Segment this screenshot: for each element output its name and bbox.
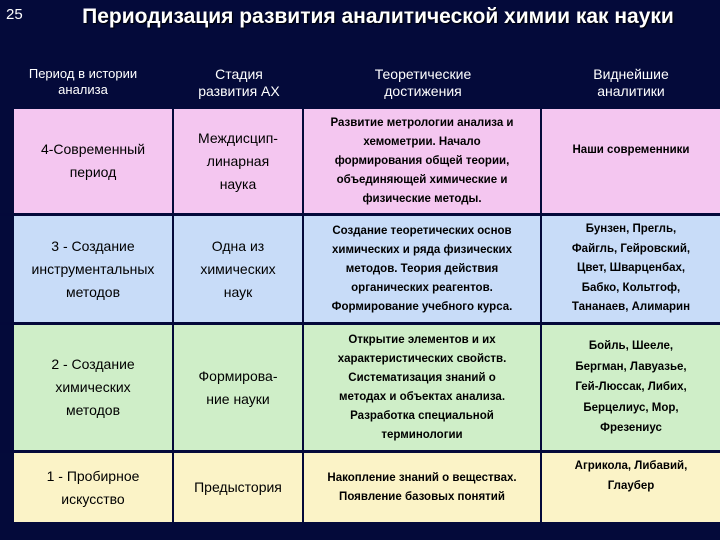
slide-number: 25 (6, 6, 23, 23)
analysts-text: Наши современники (572, 144, 690, 156)
stage-text: Предыстория (194, 479, 282, 495)
period-text: 1 - Пробирное искусство (46, 467, 140, 507)
stage-text: Междисцип- линарная наука (198, 129, 278, 192)
period-text: 2 - Создание химических методов (51, 356, 135, 418)
cell-analysts (542, 453, 720, 522)
table-row (0, 216, 720, 322)
cell-analysts (542, 216, 720, 322)
header-achievements-label: Теоретические достижения (374, 66, 472, 99)
cell-stage (174, 109, 304, 213)
achievements-text: Развитие метрологии анализа и хемометрии. Начало формирования общей теории, объединяющей химические и физические методы. (330, 116, 514, 205)
cell-period (14, 216, 174, 322)
table-header (0, 58, 720, 108)
achievements-text: Накопление знаний о веществах. Появление базовых понятий (327, 471, 517, 503)
period-text: 3 - Создание инструментальных методов (31, 237, 155, 300)
header-period (0, 58, 166, 108)
page-title: Периодизация развития аналитической химии как науки (82, 5, 674, 28)
table-row (0, 109, 720, 213)
cell-stage (174, 325, 304, 450)
stage-text: Одна из химических наук (200, 237, 276, 300)
cell-stage (174, 453, 304, 522)
analysts-text: Бойль, Шееле, Бергман, Лавуазье, Гей-Люссак, Либих, Берцелиус, Мор, Фрезениус (575, 340, 687, 435)
cell-analysts (542, 109, 720, 213)
cell-period (14, 325, 174, 450)
cell-analysts (542, 325, 720, 450)
achievements-text: Открытие элементов и их характеристических свойств. Систематизация знаний о методах и объектах анализа. Разработка специальной терминологии (337, 333, 507, 441)
analysts-text: Бунзен, Прегль, Файгль, Гейровский, Цвет, Шварценбах, Бабко, Кольтгоф, Тананаев, Алимарин (571, 223, 691, 314)
cell-stage (174, 216, 304, 322)
header-period-label: Период в истории анализа (28, 66, 138, 97)
table-row (0, 325, 720, 450)
cell-achievements (304, 325, 542, 450)
period-text: 4-Современный период (40, 141, 146, 180)
table-row (0, 453, 720, 522)
cell-period (14, 453, 174, 522)
header-analysts (542, 58, 720, 108)
header-analysts-label: Виднейшие аналитики (593, 66, 669, 99)
header-stage (174, 58, 304, 108)
stage-text: Формирова- ние науки (198, 367, 278, 407)
header-stage-label: Стадия развития АХ (198, 66, 280, 99)
achievements-text: Создание теоретических основ химических и ряда физических методов. Теория действия органических реагентов. Формирование учебного курса. (331, 224, 513, 313)
header-achievements (304, 58, 542, 108)
cell-period (14, 109, 174, 213)
analysts-text: Агрикола, Либавий, Глаубер (574, 460, 688, 492)
cell-achievements (304, 216, 542, 322)
cell-achievements (304, 109, 542, 213)
cell-achievements (304, 453, 542, 522)
